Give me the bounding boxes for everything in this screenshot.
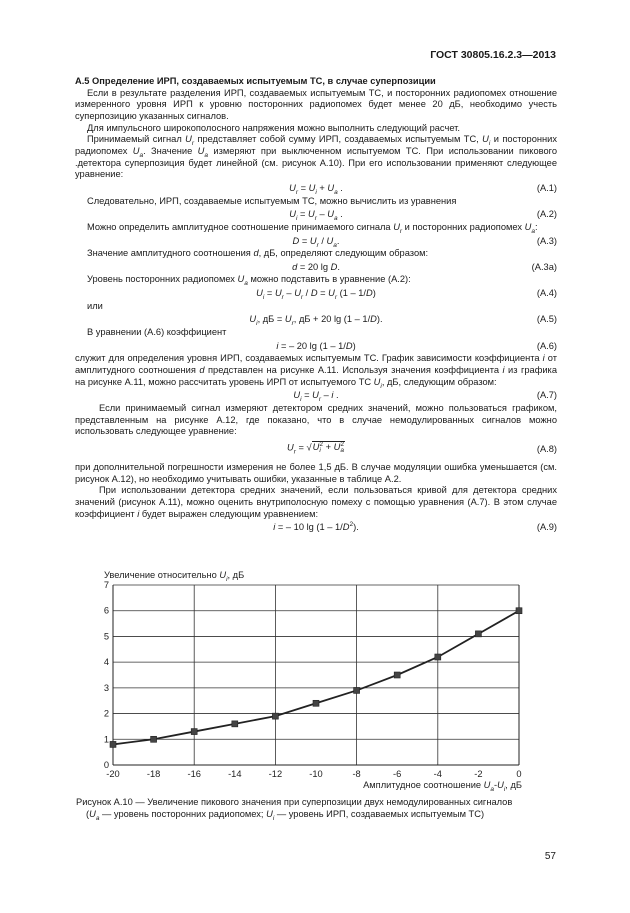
data-point [232,721,238,727]
equation [75,262,557,274]
equation-formula: i = – 20 lg (1 – 1/D) [276,340,356,351]
paragraph: служит для определения уровня ИРП, создаваемых испытуемым ТС. График зависимости коэффициента i от амплитудного соотношения d представлен на рисунке А.11. Используя значения коэффициента i из графика на рисунке А.11, можно рассчитать уровень ИРП от испытуемого ТС $U_i$, дБ, следующим образом: [75,353,557,390]
equation [75,236,557,248]
section-heading: А.5 Определение ИРП, создаваемых испытуемым ТС, в случае суперпозиции [75,76,436,86]
data-point [151,736,157,742]
equation-number: (А.3а) [531,261,557,272]
data-series-line [113,611,519,745]
page-number: 57 [544,851,556,862]
equation-formula: $U_i = U_r - i$ . [293,390,339,404]
equation-formula: $U_i$, дБ = $U_r$, дБ + 20 lg (1 – 1/D). [249,314,383,328]
equation-number: (А.2) [536,209,557,220]
y-tick-label: 7 [103,580,109,590]
x-tick-label: 0 [516,769,522,779]
x-tick-label: -14 [228,769,242,779]
equation [75,314,557,326]
paragraph: Если принимаемый сигнал измеряют детектором средних значений, можно пользоваться графиком, представленным на рисунке А.12, где показано, что в случае немодулированных сигналов можно использовать следующее уравнение: [75,402,557,437]
equation-number: (А.9) [536,522,557,533]
equation-formula: $D = U_r / U_a$. [292,235,340,249]
paragraph: В уравнении (А.6) коэффициент [87,327,227,338]
data-point [516,608,522,614]
figure-caption [76,797,556,820]
data-point [191,729,197,735]
paragraph: Для импульсного широкополосного напряжения можно выполнить следующий расчет. [87,122,460,133]
y-tick-label: 0 [103,760,109,770]
equation [75,183,557,195]
section-body [75,76,557,535]
y-tick-label: 3 [103,682,109,693]
paragraph: при дополнительной погрешности измерения не более 1,5 дБ. В случае модуляции ошибка уменьшается (см. рисунок А.12), но необходимо учитывать ошибки, указанные в таблице А.2. [75,461,557,484]
y-axis-label: Увеличение относительно $U_i$, дБ [104,570,245,583]
data-point [394,672,400,678]
equation [75,209,557,221]
y-tick-label: 1 [103,734,109,745]
x-tick-label: -8 [352,769,361,779]
figure-a10-chart [0,570,630,800]
equation-number: (А.3) [536,235,557,246]
paragraph: Значение амплитудного соотношения d, дБ, определяют следующим образом: [87,248,429,259]
x-tick-label: -6 [393,769,402,779]
x-tick-label: -20 [106,769,120,779]
x-tick-label: -2 [474,769,483,779]
data-point [435,654,441,660]
x-tick-label: -18 [146,769,161,779]
x-tick-label: -4 [433,769,442,779]
equation-number: (А.4) [536,288,557,299]
y-tick-label: 2 [103,708,109,719]
caption-line-2: ($U_a$ — уровень посторонних радиопомех; $U_i$ — уровень ИРП, создаваемых испытуемым ТС) [86,808,485,822]
data-point [475,631,481,637]
paragraph: При использовании детектора средних значений, если пользоваться кривой для детектора средних значений (рисунок А.11), можно оценить внутриполосную помеху с помощью уравнения (А.7). В этом случае коэффициент i будет выражен следующим уравнением: [75,485,557,519]
paragraph: Уровень посторонних радиопомех $U_a$ можно подставить в уравнение (А.2): [87,274,411,288]
document-header: ГОСТ 30805.16.2.3—2013 [430,49,556,61]
equation-formula: $U_r = U_i + U_a$ . [289,182,343,196]
paragraph: Принимаемый сигнал $U_r$ представляет собой сумму ИРП, создаваемых испытуемым ТС, $U_i$ и посторонних радиопомех $U_a$. Значение $U_a$ измеряют при выключенном испытуемом ТС. При использовании пикового .детектора суперпозиция будет линейной (см. рисунок А.10). При его использовании применяют следующее уравнение: [75,134,557,180]
equation-formula: $U_i = U_r - U_a$ . [289,209,343,223]
equation-formula: $U_i = U_r - U_r / D = U_r$ (1 – 1/D) [256,288,376,301]
x-tick-label: -10 [309,769,323,779]
equation [75,442,557,460]
equation [75,522,557,534]
data-point [313,700,319,706]
equation-number: (А.7) [536,390,557,401]
paragraph: Можно определить амплитудное соотношение принимаемого сигнала $U_r$ и посторонних радиопомех $U_a$: [87,221,538,235]
x-tick-label: -12 [268,769,283,779]
paragraph: или [87,300,103,311]
equation-number: (А.6) [536,340,557,351]
equation [75,390,557,402]
x-axis-label: Амплитудное соотношение $U_a-U_i$, дБ [363,780,522,793]
data-point [110,741,116,747]
equation-number: (А.8) [536,443,557,454]
x-tick-label: -16 [187,769,201,779]
equation-formula: $U_r = √U$ 2 i + U 2 a [287,440,344,456]
caption-line-1: Рисунок А.10 — Увеличение пикового значения при суперпозиции двух немодулированных сигналов [76,797,513,807]
y-tick-label: 4 [103,657,109,668]
equation [75,341,557,353]
paragraph: Если в результате разделения ИРП, создаваемых испытуемым ТС, и посторонних радиопомех отношение измеренного уровня ИРП к уровню посторонних радиопомех будет менее 20 дБ, необходимо учесть суперпозицию указанных сигналов. [75,87,557,121]
paragraph: Следовательно, ИРП, создаваемые испытуемым ТС, можно вычислить из уравнения [87,195,457,206]
sqrt-sign: √ [306,442,312,453]
data-point [354,687,360,693]
equation-formula: i = – 10 $\lg (1 - 1/D^2)$. [273,521,359,533]
section-blocks [75,88,557,534]
y-tick-label: 6 [103,605,109,616]
equation [75,288,557,300]
equation-number: (А.5) [536,314,557,325]
equation-number: (А.1) [536,182,557,193]
y-tick-label: 5 [103,631,109,642]
equation-formula: d = 20 lg D. [292,261,340,272]
data-point [272,713,278,719]
